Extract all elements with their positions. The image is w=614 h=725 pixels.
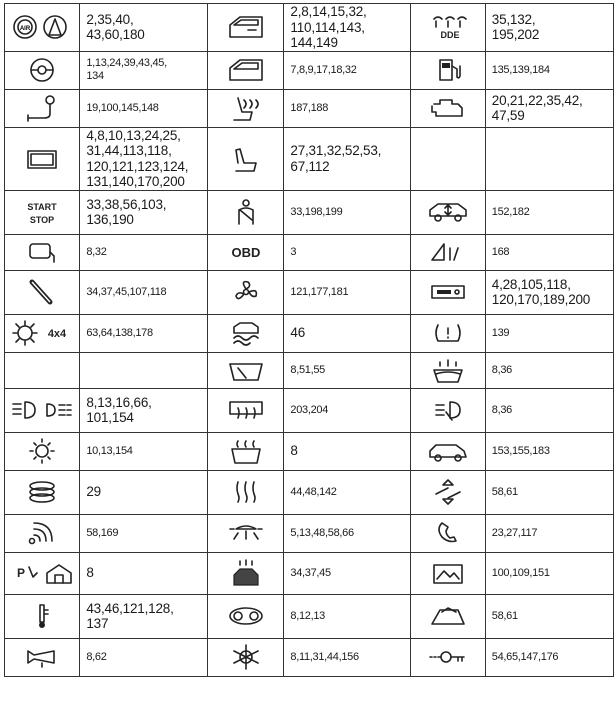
table-row bbox=[5, 514, 614, 552]
air-conditioning-icon-cell bbox=[207, 638, 284, 676]
fuse-numbers: 34,37,45,107,118 bbox=[80, 270, 208, 314]
fuse-numbers: 8 bbox=[284, 432, 411, 470]
seatbelt-icon bbox=[208, 198, 284, 226]
mirror-icon-cell bbox=[5, 234, 80, 270]
fuse-numbers: 54,65,147,176 bbox=[485, 638, 613, 676]
car-door-icon bbox=[208, 13, 284, 41]
ignition-key-icon bbox=[411, 643, 485, 671]
fuse-numbers: 152,182 bbox=[485, 190, 613, 234]
table-row bbox=[5, 352, 614, 388]
lane-sensor-icon bbox=[411, 238, 485, 266]
window-lift-icon-cell bbox=[411, 470, 486, 514]
car-door-icon-cell bbox=[207, 4, 284, 52]
fuse-numbers: 8,51,55 bbox=[284, 352, 411, 388]
fuse-numbers: 8,12,13 bbox=[284, 594, 411, 638]
instrument-cluster-icon-cell bbox=[207, 594, 284, 638]
fuse-numbers bbox=[485, 127, 613, 190]
empty-icon-cell bbox=[5, 352, 80, 388]
fuse-numbers: 8,32 bbox=[80, 234, 208, 270]
obd-icon-cell bbox=[207, 234, 284, 270]
table-row bbox=[5, 51, 614, 89]
table-row bbox=[5, 4, 614, 52]
fuse-numbers: 44,48,142 bbox=[284, 470, 411, 514]
svg-text:OBD: OBD bbox=[231, 245, 261, 261]
park-assist-icon bbox=[5, 559, 79, 587]
fuse-numbers: 135,139,184 bbox=[485, 51, 613, 89]
windshield-heating-icon-cell bbox=[207, 432, 284, 470]
tire-pressure-icon bbox=[411, 319, 485, 347]
exterior-light-icon bbox=[5, 437, 79, 465]
table-row bbox=[5, 190, 614, 234]
horn-icon bbox=[5, 643, 79, 671]
table-row bbox=[5, 270, 614, 314]
disc-stack-icon bbox=[5, 478, 79, 506]
radio-unit-icon-cell bbox=[411, 270, 486, 314]
fuse-numbers: 8,36 bbox=[485, 388, 613, 432]
headlight-washer-icon bbox=[411, 396, 485, 424]
fuse-numbers: 33,38,56,103, 136,190 bbox=[80, 190, 208, 234]
fuse-numbers: 7,8,9,17,18,32 bbox=[284, 51, 411, 89]
headlight-icon-cell bbox=[5, 388, 80, 432]
mirror-icon bbox=[5, 238, 79, 266]
table-row bbox=[5, 470, 614, 514]
traction-control-icon bbox=[208, 319, 284, 347]
heating-element-icon-cell bbox=[207, 470, 284, 514]
exterior-light-icon-cell bbox=[5, 432, 80, 470]
rear-defrost-icon-cell bbox=[207, 388, 284, 432]
washer-fluid-icon-cell bbox=[411, 352, 486, 388]
telephone-icon bbox=[411, 519, 485, 547]
seat-icon bbox=[208, 145, 284, 173]
fuse-numbers: 35,132, 195,202 bbox=[485, 4, 613, 52]
fuse-numbers: 8 bbox=[80, 552, 208, 594]
start-stop-icon-cell bbox=[5, 190, 80, 234]
table-row bbox=[5, 594, 614, 638]
fuse-numbers: 19,100,145,148 bbox=[80, 89, 208, 127]
fuse-numbers: 8,36 bbox=[485, 352, 613, 388]
ignition-key-icon-cell bbox=[411, 638, 486, 676]
disc-stack-icon-cell bbox=[5, 470, 80, 514]
diesel-glow-plug-icon bbox=[411, 13, 485, 41]
radio-unit-icon bbox=[411, 278, 485, 306]
fuse-numbers: 58,61 bbox=[485, 470, 613, 514]
seat-heating-icon-cell bbox=[207, 89, 284, 127]
navigation-icon bbox=[411, 559, 485, 587]
svg-text:P: P bbox=[17, 566, 26, 581]
table-row bbox=[5, 638, 614, 676]
engine-icon bbox=[411, 94, 485, 122]
rear-defrost-icon bbox=[208, 396, 284, 424]
horn-icon-cell bbox=[5, 638, 80, 676]
svg-text:START: START bbox=[27, 202, 57, 213]
table-row bbox=[5, 89, 614, 127]
headlight-washer-icon-cell bbox=[411, 388, 486, 432]
fuse-numbers: 1,13,24,39,43,45, 134 bbox=[80, 51, 208, 89]
table-row bbox=[5, 552, 614, 594]
fuel-pump-icon-cell bbox=[411, 51, 486, 89]
fuse-numbers: 100,109,151 bbox=[485, 552, 613, 594]
diesel-glow-plug-icon-cell bbox=[411, 4, 486, 52]
trailer-hitch-icon bbox=[5, 94, 79, 122]
windshield-wiper-icon-cell bbox=[207, 352, 284, 388]
fuse-numbers: 23,27,117 bbox=[485, 514, 613, 552]
fan-icon bbox=[208, 278, 284, 306]
fuse-numbers: 58,169 bbox=[80, 514, 208, 552]
table-row bbox=[5, 388, 614, 432]
navigation-icon-cell bbox=[411, 552, 486, 594]
car-level-icon-cell bbox=[411, 190, 486, 234]
empty-icon-cell bbox=[411, 127, 486, 190]
fuse-numbers: 27,31,32,52,53, 67,112 bbox=[284, 127, 411, 190]
interior-light-icon bbox=[208, 519, 284, 547]
park-assist-icon-cell bbox=[5, 552, 80, 594]
fuse-numbers: 8,62 bbox=[80, 638, 208, 676]
car-body-icon-cell bbox=[411, 432, 486, 470]
telephone-icon-cell bbox=[411, 514, 486, 552]
fan-icon-cell bbox=[207, 270, 284, 314]
wireless-icon-cell bbox=[5, 514, 80, 552]
steering-wheel-icon-cell bbox=[5, 51, 80, 89]
svg-text:AIR: AIR bbox=[20, 26, 31, 33]
fuse-numbers: 4,8,10,13,24,25, 31,44,113,118, 120,121,123,124, 131,140,170,200 bbox=[80, 127, 208, 190]
airbag-warning-icon bbox=[5, 13, 79, 41]
fuse-numbers: 5,13,48,58,66 bbox=[284, 514, 411, 552]
fuse-numbers: 2,35,40, 43,60,180 bbox=[80, 4, 208, 52]
fuse-numbers: 46 bbox=[284, 314, 411, 352]
instrument-cluster-icon bbox=[208, 602, 284, 630]
svg-text:STOP: STOP bbox=[30, 215, 55, 226]
fuse-numbers: 63,64,138,178 bbox=[80, 314, 208, 352]
fuse-numbers: 29 bbox=[80, 470, 208, 514]
trailer-hitch-icon-cell bbox=[5, 89, 80, 127]
air-conditioning-icon bbox=[208, 643, 284, 671]
engine-icon-cell bbox=[411, 89, 486, 127]
seat-icon-cell bbox=[207, 127, 284, 190]
fuse-numbers: 168 bbox=[485, 234, 613, 270]
seatbelt-icon-cell bbox=[207, 190, 284, 234]
fuse-numbers: 121,177,181 bbox=[284, 270, 411, 314]
wiper-blade-icon bbox=[5, 278, 79, 306]
display-screen-icon bbox=[5, 145, 79, 173]
interior-light-icon-cell bbox=[207, 514, 284, 552]
fuse-numbers: 34,37,45 bbox=[284, 552, 411, 594]
sunroof-icon-cell bbox=[411, 594, 486, 638]
thermometer-icon bbox=[5, 602, 79, 630]
fuse-numbers: 8,11,31,44,156 bbox=[284, 638, 411, 676]
seat-heating-icon bbox=[208, 94, 284, 122]
airbag-warning-icon-cell bbox=[5, 4, 80, 52]
fuse-numbers: 2,8,14,15,32, 110,114,143, 144,149 bbox=[284, 4, 411, 52]
fuse-numbers: 58,61 bbox=[485, 594, 613, 638]
window-lift-icon bbox=[411, 478, 485, 506]
obd-icon bbox=[208, 238, 284, 266]
start-stop-icon bbox=[5, 198, 79, 226]
car-alarm-icon-cell bbox=[207, 552, 284, 594]
wiper-blade-icon-cell bbox=[5, 270, 80, 314]
car-body-icon bbox=[411, 437, 485, 465]
headlight-icon bbox=[5, 396, 79, 424]
car-window-icon-cell bbox=[207, 51, 284, 89]
fuse-numbers: 153,155,183 bbox=[485, 432, 613, 470]
fuse-numbers: 139 bbox=[485, 314, 613, 352]
heating-element-icon bbox=[208, 478, 284, 506]
car-alarm-icon bbox=[208, 559, 284, 587]
windshield-heating-icon bbox=[208, 437, 284, 465]
traction-control-icon-cell bbox=[207, 314, 284, 352]
car-level-icon bbox=[411, 198, 485, 226]
table-row bbox=[5, 234, 614, 270]
lane-sensor-icon-cell bbox=[411, 234, 486, 270]
steering-wheel-icon bbox=[5, 56, 79, 84]
display-screen-icon-cell bbox=[5, 127, 80, 190]
fuel-pump-icon bbox=[411, 56, 485, 84]
fuse-numbers: 33,198,199 bbox=[284, 190, 411, 234]
svg-text:DDE: DDE bbox=[440, 30, 460, 41]
table-row bbox=[5, 314, 614, 352]
svg-text:4x4: 4x4 bbox=[47, 328, 67, 341]
tire-pressure-icon-cell bbox=[411, 314, 486, 352]
fuse-numbers: 8,13,16,66, 101,154 bbox=[80, 388, 208, 432]
all-wheel-drive-icon-cell bbox=[5, 314, 80, 352]
car-window-icon bbox=[208, 56, 284, 84]
fuse-numbers bbox=[80, 352, 208, 388]
fuse-numbers: 203,204 bbox=[284, 388, 411, 432]
fuse-numbers: 20,21,22,35,42, 47,59 bbox=[485, 89, 613, 127]
fuse-assignment-table bbox=[4, 3, 614, 677]
windshield-wiper-icon bbox=[208, 356, 284, 384]
table-row bbox=[5, 127, 614, 190]
wireless-icon bbox=[5, 519, 79, 547]
sunroof-icon bbox=[411, 602, 485, 630]
thermometer-icon-cell bbox=[5, 594, 80, 638]
fuse-numbers: 43,46,121,128, 137 bbox=[80, 594, 208, 638]
washer-fluid-icon bbox=[411, 356, 485, 384]
fuse-numbers: 4,28,105,118, 120,170,189,200 bbox=[485, 270, 613, 314]
fuse-numbers: 187,188 bbox=[284, 89, 411, 127]
fuse-numbers: 3 bbox=[284, 234, 411, 270]
table-row bbox=[5, 432, 614, 470]
all-wheel-drive-icon bbox=[5, 319, 79, 347]
fuse-numbers: 10,13,154 bbox=[80, 432, 208, 470]
